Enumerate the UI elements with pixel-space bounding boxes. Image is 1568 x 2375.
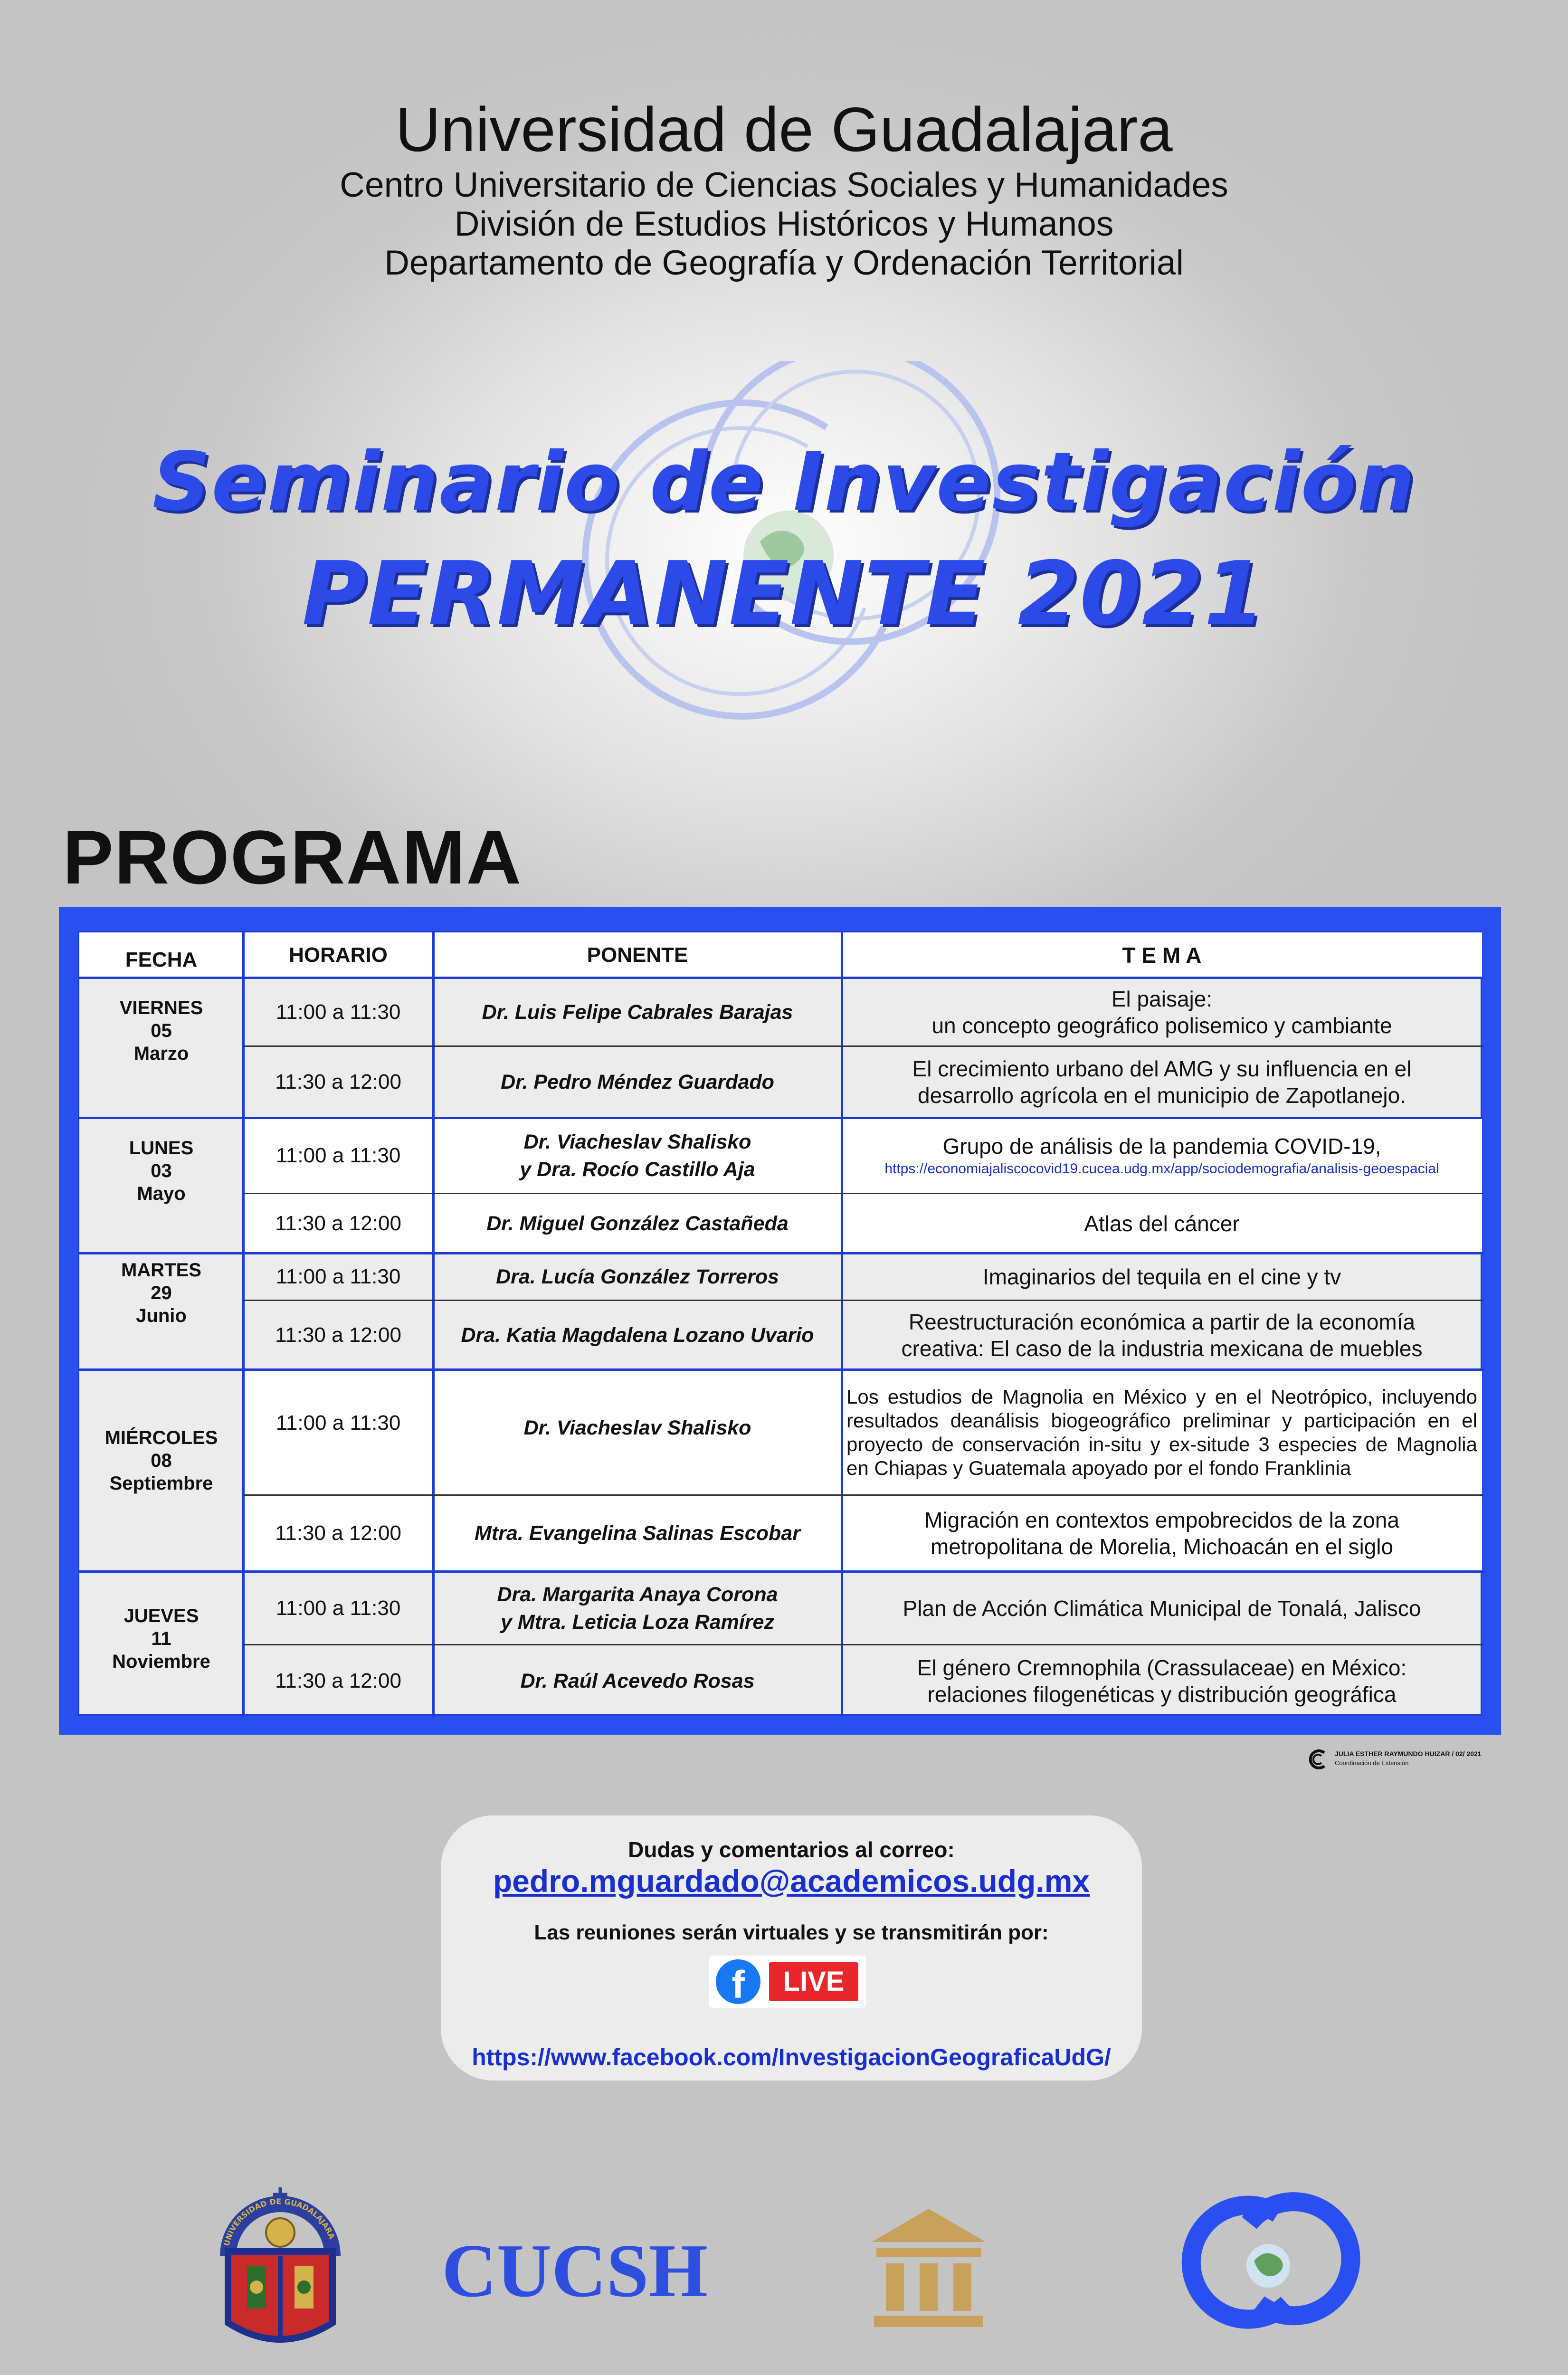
speaker-name: Dr. Pedro Méndez Guardado	[501, 1071, 774, 1093]
udg-coat-of-arms-icon	[209, 2185, 352, 2361]
topic-cell	[842, 1301, 1482, 1369]
speaker-name: y Dra. Rocío Castillo Aja	[520, 1158, 755, 1181]
table-divider	[79, 1117, 1483, 1119]
table-divider	[243, 1494, 1483, 1496]
topic-line: Los estudios de Magnolia en México y en el Neotrópico, incluyendo resultados deanálisis biogeográfico preliminar y participación en el proyecto de conservación in-situ y ex-situde 3 especies de Magnolia en Chiapas y Guatemala apoyado por el fondo Franklinia	[846, 1385, 1477, 1479]
topic-cell	[842, 1571, 1482, 1645]
date-number: 11	[151, 1628, 171, 1649]
speaker-name: Dr. Raúl Acevedo Rosas	[520, 1670, 755, 1692]
date-day: MIÉRCOLES	[105, 1427, 218, 1448]
designer-credit	[1306, 1748, 1506, 1772]
speaker-name: Dr. Viacheslav Shalisko	[523, 1416, 751, 1439]
topic-cell	[842, 1369, 1482, 1495]
topic-cell	[842, 978, 1482, 1046]
topic-line: Atlas del cáncer	[1084, 1211, 1240, 1236]
header-ponente: PONENTE	[433, 932, 842, 978]
speaker-name: Dr. Viacheslav Shalisko	[523, 1130, 751, 1153]
date-day: LUNES	[129, 1138, 194, 1159]
topic-cell	[842, 1495, 1482, 1571]
table-divider	[79, 1570, 1483, 1573]
table-divider	[79, 1252, 1483, 1254]
table-divider	[243, 1045, 1483, 1047]
date-day: JUEVES	[124, 1606, 199, 1626]
speaker-name: Dr. Luis Felipe Cabrales Barajas	[482, 1000, 793, 1024]
division-name: División de Estudios Históricos y Humanos	[454, 205, 1114, 243]
date-cell	[79, 978, 243, 1118]
speaker-name: Dra. Lucía González Torreros	[496, 1265, 779, 1288]
speaker-cell	[433, 1253, 842, 1301]
speaker-cell	[433, 1369, 842, 1495]
topic-line: El paisaje:	[1111, 986, 1213, 1011]
time-cell: 11:30 a 12:00	[243, 1495, 433, 1571]
topic-line: El género Cremnophila (Crassulaceae) en México:	[917, 1655, 1407, 1680]
credit-author: JULIA ESTHER RAYMUNDO HUIZAR / 02/ 2021	[1335, 1750, 1482, 1758]
date-cell	[79, 1571, 243, 1717]
date-month: Mayo	[137, 1183, 186, 1204]
topic-cell	[842, 1253, 1482, 1301]
topic-cell	[842, 1194, 1482, 1253]
table-divider	[243, 1300, 1483, 1301]
speaker-name: Mtra. Evangelina Salinas Escobar	[475, 1522, 800, 1545]
speaker-cell	[433, 1046, 842, 1118]
contact-box	[441, 1815, 1142, 2080]
table-divider	[242, 932, 245, 1717]
date-month: Junio	[136, 1305, 187, 1326]
facebook-url-link[interactable]: https://www.facebook.com/InvestigacionGeograficaUdG/	[472, 2044, 1111, 2071]
date-number: 05	[151, 1020, 172, 1041]
topic-line: un concepto geográfico polisemico y cambiante	[931, 1013, 1392, 1038]
header-horario: HORARIO	[243, 932, 433, 978]
live-label: LIVE	[769, 1962, 858, 2001]
date-number: 03	[151, 1160, 172, 1181]
topic-line: El crecimiento urbano del AMG y su influencia en el	[912, 1056, 1412, 1081]
time-cell: 11:30 a 12:00	[275, 1323, 401, 1347]
date-day: VIERNES	[119, 998, 203, 1018]
date-day: MARTES	[121, 1260, 201, 1281]
seminar-title: Seminario de Investigación	[152, 435, 1416, 529]
speaker-name: Dra. Katia Magdalena Lozano Uvario	[461, 1323, 814, 1347]
building-columns-icon	[865, 2204, 993, 2332]
speaker-cell	[433, 1194, 842, 1253]
speaker-name: Dr. Miguel González Castañeda	[486, 1212, 789, 1235]
topic-line: Imaginarios del tequila en el cine y tv	[982, 1264, 1341, 1289]
date-number: 08	[151, 1450, 172, 1471]
facebook-live-badge	[709, 1956, 866, 2008]
topic-cell	[842, 1046, 1482, 1118]
seminar-subtitle: PERMANENTE 2021	[302, 542, 1266, 645]
credit-office: Coordinación de Extensión	[1335, 1759, 1409, 1767]
speaker-cell	[433, 1301, 842, 1369]
speaker-name: y Mtra. Leticia Loza Ramírez	[501, 1610, 774, 1634]
geography-logo-icon	[1173, 2185, 1363, 2351]
table-divider	[79, 1368, 1483, 1371]
time-cell: 11:00 a 11:30	[243, 1118, 433, 1194]
contact-question: Dudas y comentarios al correo:	[628, 1837, 955, 1862]
center-name: Centro Universitario de Ciencias Sociales y Humanidades	[340, 166, 1228, 204]
speaker-cell	[433, 1118, 842, 1194]
speaker-name: Dra. Margarita Anaya Corona	[497, 1583, 778, 1606]
topic-cell	[842, 1645, 1482, 1717]
time-cell: 11:00 a 11:30	[276, 1265, 401, 1288]
topic-url-link[interactable]: https://economiajaliscocovid19.cucea.udg.mx/app/sociodemografia/analisis-geoespacial	[884, 1161, 1439, 1177]
date-month: Septiembre	[109, 1473, 213, 1494]
university-name: Universidad de Guadalajara	[395, 95, 1173, 164]
topic-cell	[842, 1118, 1482, 1194]
program-table	[78, 931, 1482, 1716]
topic-line: creativa: El caso de la industria mexicana de muebles	[901, 1336, 1423, 1361]
topic-line: desarrollo agrícola en el municipio de Zapotlanejo.	[918, 1083, 1406, 1108]
time-cell: 11:00 a 11:30	[276, 1596, 401, 1620]
extension-logo-icon	[1306, 1748, 1329, 1771]
time-cell: 11:00 a 11:30	[276, 1000, 401, 1024]
date-month: Noviembre	[112, 1651, 210, 1672]
speaker-cell	[433, 1645, 842, 1717]
date-cell	[79, 1118, 243, 1253]
seal-text: UNIVERSIDAD DE GUADALAJARA	[222, 2196, 337, 2247]
table-divider	[79, 977, 1483, 979]
topic-line: Grupo de análisis de la pandemia COVID-19,	[942, 1134, 1381, 1159]
date-month: Marzo	[133, 1043, 189, 1064]
time-cell: 11:00 a 11:30	[243, 1369, 433, 1495]
speaker-cell	[433, 978, 842, 1046]
program-table-frame	[59, 907, 1501, 1735]
header-tema: T E M A	[842, 932, 1482, 978]
topic-line: Plan de Acción Climática Municipal de Tonalá, Jalisco	[903, 1596, 1421, 1621]
time-cell: 11:30 a 12:00	[275, 1669, 401, 1692]
table-divider	[243, 1644, 1483, 1645]
cucsh-logo-text: CUCSH	[442, 2228, 708, 2313]
department-name: Departamento de Geografía y Ordenación Territorial	[384, 244, 1184, 282]
date-cell	[79, 1369, 243, 1571]
speaker-cell	[433, 1571, 842, 1645]
topic-line: relaciones filogenéticas y distribución geográfica	[927, 1682, 1397, 1707]
topic-line: metropolitana de Morelia, Michoacán en el siglo	[930, 1534, 1394, 1559]
time-cell: 11:30 a 12:00	[275, 1070, 401, 1093]
topic-line: Reestructuración económica a partir de la economía	[908, 1309, 1416, 1334]
facebook-icon: f	[716, 1959, 760, 2004]
topic-line: Migración en contextos empobrecidos de la zona	[924, 1508, 1399, 1532]
program-heading: PROGRAMA	[63, 815, 523, 900]
speaker-cell	[433, 1495, 842, 1571]
time-cell: 11:30 a 12:00	[243, 1194, 433, 1253]
table-divider	[243, 1193, 1483, 1194]
meetings-note: Las reuniones serán virtuales y se transmitirán por:	[534, 1921, 1049, 1944]
date-number: 29	[151, 1282, 172, 1303]
date-cell	[79, 1253, 243, 1369]
header-fecha: FECHA	[79, 932, 243, 978]
table-divider	[432, 932, 435, 1717]
contact-email-link[interactable]: pedro.mguardado@academicos.udg.mx	[493, 1863, 1090, 1899]
table-divider	[841, 932, 843, 1717]
